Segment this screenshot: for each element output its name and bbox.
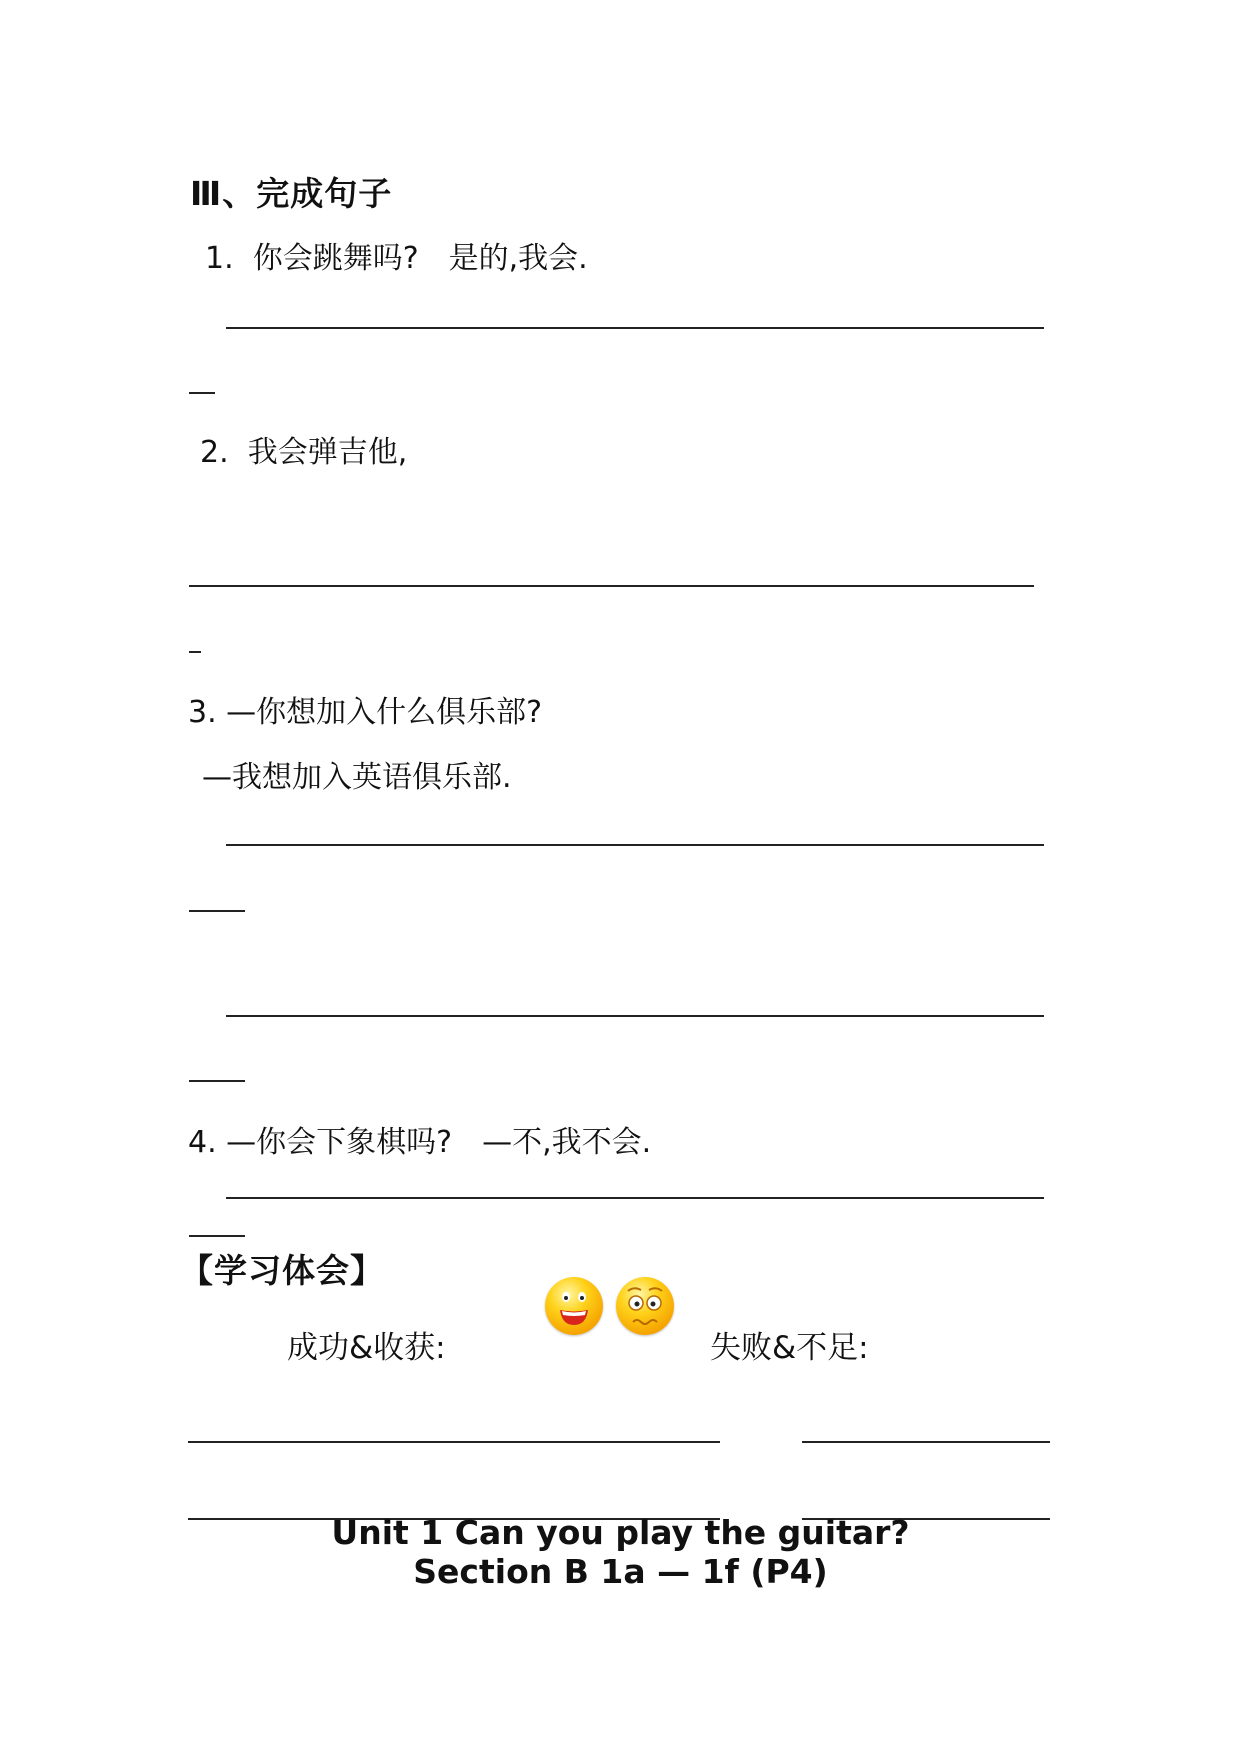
question-3-line2: —我想加入英语俱乐部. bbox=[202, 760, 512, 795]
answer-line-tail bbox=[189, 1235, 245, 1237]
question-1 bbox=[205, 233, 588, 277]
worried-face-icon bbox=[616, 1277, 674, 1335]
question-3 bbox=[188, 687, 542, 731]
smiley-face-icon bbox=[545, 1277, 603, 1335]
question-text: —你想加入什么俱乐部? bbox=[226, 695, 543, 730]
section-subtitle: Section B 1a — 1f (P4) bbox=[413, 1552, 828, 1591]
question-number: 3. bbox=[188, 695, 217, 730]
success-answer-line bbox=[188, 1441, 720, 1443]
answer-line bbox=[226, 1197, 1044, 1199]
answer-line bbox=[226, 327, 1044, 329]
question-4 bbox=[188, 1117, 651, 1161]
answer-line bbox=[189, 585, 1034, 587]
question-2 bbox=[200, 427, 407, 471]
unit-title: Unit 1 Can you play the guitar? bbox=[331, 1513, 910, 1552]
question-number: 4. bbox=[188, 1125, 217, 1160]
answer-line-tail bbox=[189, 1080, 245, 1082]
reflection-title: 【学习体会】 bbox=[180, 1251, 384, 1290]
question-text: —你会下象棋吗? —不,我不会. bbox=[226, 1125, 652, 1160]
question-number: 1. bbox=[205, 241, 234, 276]
question-number: 2. bbox=[200, 435, 229, 470]
failure-label: 失败&不足: bbox=[710, 1330, 869, 1366]
failure-answer-line bbox=[802, 1441, 1050, 1443]
section-title: Ⅲ、完成句子 bbox=[190, 174, 393, 213]
question-text: 你会跳舞吗? 是的,我会. bbox=[252, 241, 588, 276]
answer-line-tail bbox=[189, 392, 215, 394]
answer-line-tail bbox=[189, 651, 201, 653]
answer-line-tail bbox=[189, 910, 245, 912]
answer-line bbox=[226, 844, 1044, 846]
success-label: 成功&收获: bbox=[287, 1330, 446, 1366]
answer-line bbox=[226, 1015, 1044, 1017]
question-text: 我会弹吉他, bbox=[247, 435, 408, 470]
